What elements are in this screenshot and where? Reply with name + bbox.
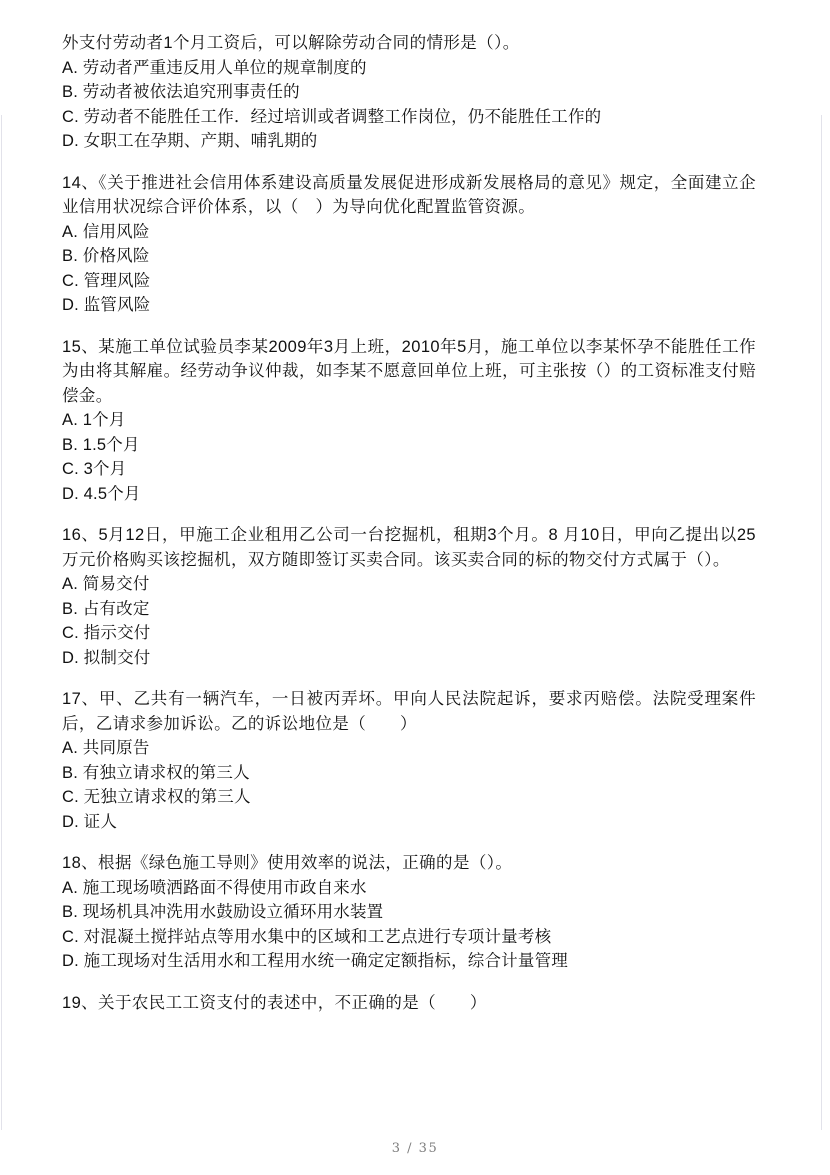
question-option: D. 4.5个月 xyxy=(62,484,141,503)
question-block xyxy=(62,851,756,974)
question-option: D. 证人 xyxy=(62,812,118,831)
question-stem: 14、《关于推进社会信用体系建设高质量发展促进形成新发展格局的意见》规定，全面建立企业信用状况综合评价体系，以（ ）为导向优化配置监管资源。 xyxy=(62,173,756,216)
question-option: A. 简易交付 xyxy=(62,575,150,593)
question-block xyxy=(62,523,756,670)
question-option: B. 价格风险 xyxy=(62,247,150,265)
question-option: B. 劳动者被依法追究刑事责任的 xyxy=(62,83,300,101)
question-block xyxy=(62,171,756,318)
question-option: B. 现场机具冲洗用水鼓励设立循环用水装置 xyxy=(62,903,384,921)
question-list xyxy=(62,31,756,1015)
question-option: D. 监管风险 xyxy=(62,296,151,314)
question-option: D. 女职工在孕期、产期、哺乳期的 xyxy=(62,132,318,150)
question-stem: 18、根据《绿色施工导则》使用效率的说法，正确的是（）。 xyxy=(62,854,513,872)
question-option: A. 共同原告 xyxy=(62,739,150,757)
question-option: C. 对混凝土搅拌站点等用水集中的区域和工艺点进行专项计量考核 xyxy=(62,927,552,946)
question-stem: 外支付劳动者1个月工资后，可以解除劳动合同的情形是（）。 xyxy=(62,34,520,52)
question-option: A. 劳动者严重违反用人单位的规章制度的 xyxy=(62,58,367,77)
question-option: B. 1.5个月 xyxy=(62,435,140,454)
question-option: C. 指示交付 xyxy=(62,624,151,642)
question-option: C. 3个月 xyxy=(62,460,127,478)
page-left-edge xyxy=(1,115,2,1130)
question-option: A. 1个月 xyxy=(62,411,126,429)
question-option: D. 施工现场对生活用水和工程用水统一确定定额指标，综合计量管理 xyxy=(62,952,568,970)
question-block xyxy=(62,991,756,1016)
question-option: B. 有独立请求权的第三人 xyxy=(62,763,250,782)
question-option: D. 拟制交付 xyxy=(62,648,151,667)
page-right-edge xyxy=(821,115,822,1130)
question-stem: 17、甲、乙共有一辆汽车，一日被丙弄坏。甲向人民法院起诉，要求丙赔偿。法院受理案件后，乙请求参加诉讼。乙的诉讼地位是（ ） xyxy=(62,690,756,733)
question-option: C. 无独立请求权的第三人 xyxy=(62,788,251,806)
question-option: C. 劳动者不能胜任工作．经过培训或者调整工作岗位，仍不能胜任工作的 xyxy=(62,107,602,126)
question-stem: 16、5月12日，甲施工企业租用乙公司一台挖掘机，租期3个月。8 月10日，甲向乙提出以25万元价格购买该挖掘机，双方随即签订买卖合同。该买卖合同的标的物交付方式属于（）。 xyxy=(62,526,756,569)
question-option: C. 管理风险 xyxy=(62,271,151,290)
page-number: 3 / 35 xyxy=(391,1141,439,1156)
question-block xyxy=(62,687,756,834)
question-block xyxy=(62,335,756,507)
question-option: A. 信用风险 xyxy=(62,222,150,241)
question-stem: 19、关于农民工工资支付的表述中，不正确的是（ ） xyxy=(62,993,487,1012)
page-footer xyxy=(0,1139,830,1157)
question-option: B. 占有改定 xyxy=(62,599,150,618)
question-stem: 15、某施工单位试验员李某2009年3月上班，2010年5月，施工单位以李某怀孕不能胜任工作为由将其解雇。经劳动争议仲裁，如李某不愿意回单位上班，可主张按（）的工资标准支付赔偿金。 xyxy=(62,337,756,405)
question-block xyxy=(62,31,756,154)
question-option: A. 施工现场喷洒路面不得使用市政自来水 xyxy=(62,878,367,897)
